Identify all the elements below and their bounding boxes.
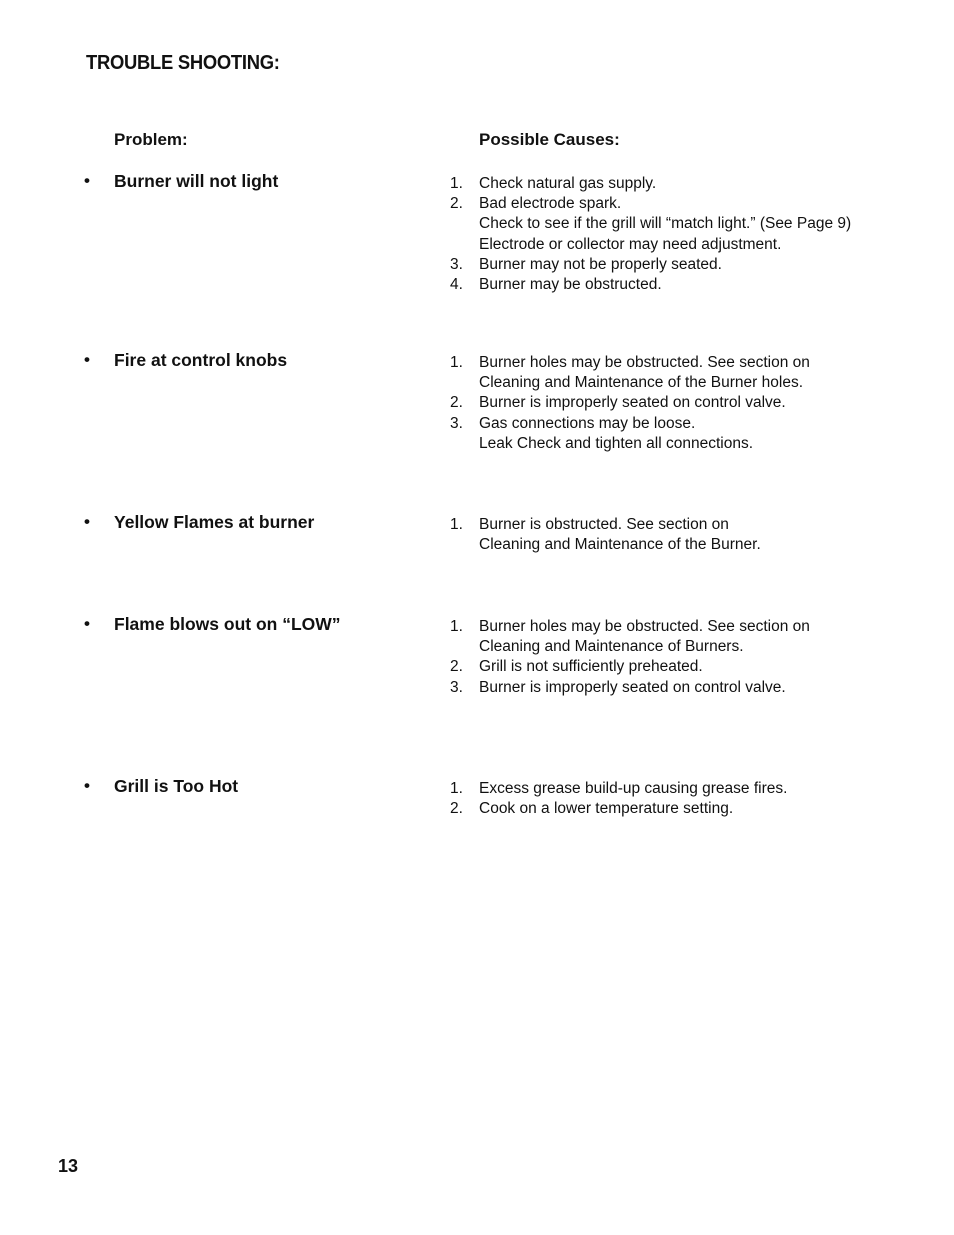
cause-number: 1. [450,175,463,192]
cause-number: 3. [450,414,463,432]
cause-number: 1. [450,516,463,533]
possible-causes-column-header: Possible Causes: [479,130,620,149]
cause-text: Burner holes may be obstructed. See section on [479,618,810,635]
cause-text: Cleaning and Maintenance of Burners. [479,638,744,656]
problem-label: Grill is Too Hot [114,776,239,796]
cause-text: Burner is improperly seated on control valve. [479,394,786,412]
cause-text: Check to see if the grill will “match light.” (See Page 9) [479,215,852,233]
cause-text: Cleaning and Maintenance of the Burner. [479,536,761,554]
problem-column-header: Problem: [114,130,188,149]
problem-label: Flame blows out on “LOW” [114,614,341,634]
bullet: • [84,171,90,190]
page-title: TROUBLE SHOOTING: [86,52,280,74]
cause-number: 2. [450,195,463,213]
cause-text: Burner may not be properly seated. [479,255,722,273]
cause-text: Cleaning and Maintenance of the Burner holes. [479,374,803,392]
cause-text: Cook on a lower temperature setting. [479,800,734,818]
cause-number: 1. [450,780,463,797]
bullet: • [84,776,90,795]
bullet: • [84,350,90,369]
bullet: • [84,512,90,531]
cause-text: Grill is not sufficiently preheated. [479,658,703,676]
problem-label: Burner will not light [114,171,279,191]
bullet: • [84,614,90,633]
cause-number: 2. [450,658,463,676]
cause-number: 1. [450,354,463,371]
cause-text: Excess grease build-up causing grease fires. [479,780,788,797]
page-number: 13 [58,1156,79,1176]
cause-text: Burner holes may be obstructed. See section on [479,354,810,371]
problem-label: Fire at control knobs [114,350,288,370]
cause-text: Leak Check and tighten all connections. [479,434,754,452]
cause-number: 3. [450,255,463,273]
cause-text: Burner is improperly seated on control valve. [479,678,786,696]
cause-text: Gas connections may be loose. [479,414,696,432]
cause-number: 1. [450,618,463,635]
cause-number: 2. [450,394,463,412]
cause-text: Check natural gas supply. [479,175,657,192]
cause-text: Electrode or collector may need adjustment. [479,235,782,253]
cause-number: 3. [450,678,463,696]
cause-text: Bad electrode spark. [479,195,622,213]
cause-number: 2. [450,800,463,818]
cause-text: Burner is obstructed. See section on [479,516,729,533]
problem-label: Yellow Flames at burner [114,512,315,532]
cause-text: Burner may be obstructed. [479,275,662,293]
cause-number: 4. [450,275,463,293]
